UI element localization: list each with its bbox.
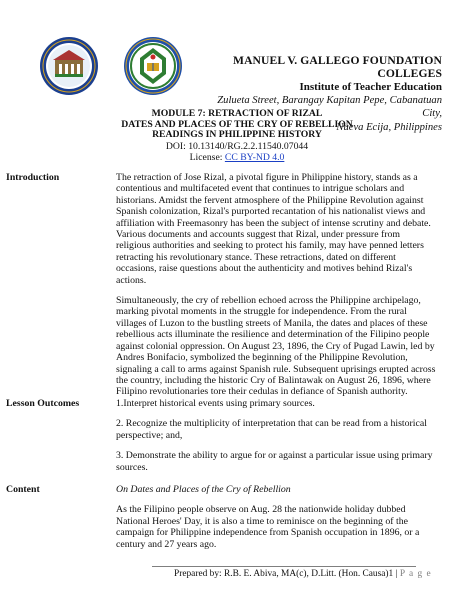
doi-text: DOI: 10.13140/RG.2.2.11540.07044 (165, 140, 309, 152)
header-logos (38, 36, 186, 96)
license-line (0, 152, 474, 163)
content-label: Content (6, 484, 40, 495)
course-title: READINGS IN PHILIPPINE HISTORY (152, 129, 322, 140)
address-line-1: Zulueta Street, Barangay Kapitan Pepe, Cabanatuan City, (217, 95, 442, 119)
prepared-by: Prepared by: R.B. E. Abiva, MA(c), D.Litt. (Hon. Causa) (174, 569, 389, 579)
introduction-paragraph-1: The retraction of Jose Rizal, a pivotal figure in Philippine history, stands as a contentious and multifaceted event that continues to intrigue scholars and historians. Amidst the fervent atmosphere of the Philippine Revolution against Spanish colonization, Rizal's purported recantation of his nationalist views and affiliation with Freemasonry has been the subject of intense scrutiny and debate. Various documents and accounts suggest that Rizal, under pressure from religious authorities and seeking to protect his family, may have penned letters retracting his revolutionary stance. These retractions, dated on different occasions, raise questions about the authenticity and motives behind Rizal's actions. (116, 172, 431, 286)
footer-text (174, 569, 432, 579)
page-number: 1 (388, 569, 394, 579)
lesson-outcomes-body (116, 398, 436, 482)
license-prefix: License: (189, 151, 225, 163)
module-title: MODULE 7: RETRACTION OF RIZAL (151, 108, 323, 119)
college-seal-logo (38, 36, 100, 96)
module-heading (0, 109, 474, 163)
content-body (116, 484, 436, 559)
content-subtitle: On Dates and Places of the Cry of Rebellion (116, 484, 291, 495)
address-line-2: Nueva Ecija, Philippines (336, 122, 442, 133)
institution-name: MANUEL V. GALLEGO FOUNDATION COLLEGES (233, 54, 442, 80)
institute-name: Institute of Teacher Education (299, 81, 442, 93)
outcome-item-3: 3. Demonstrate the ability to argue for or against a particular issue using primary sources. (116, 450, 433, 473)
introduction-body (116, 172, 436, 407)
lesson-outcomes-label: Lesson Outcomes (6, 398, 80, 409)
outcome-item-2: 2. Recognize the multiplicity of interpretation that can be read from a historical perspective; and, (116, 418, 427, 441)
outcome-item-1: 1.Interpret historical events using primary sources. (116, 398, 315, 409)
introduction-label: Introduction (6, 172, 60, 183)
license-link[interactable]: CC BY-ND 4.0 (224, 151, 285, 163)
footer-separator: | (393, 569, 400, 579)
institute-seal-logo (122, 36, 184, 96)
module-subtitle: DATES AND PLACES OF THE CRY OF REBELLION (121, 118, 353, 130)
page-word: P a g e (399, 569, 432, 579)
content-paragraph-1: As the Filipino people observe on Aug. 28 the nationwide holiday dubbed National Heroes' Day, it is also a time to reminisce on the beginning of the campaign for Philippine independence from Spanish occupation in 1896, or a century and 27 years ago. (116, 504, 420, 550)
footer-rule (152, 566, 416, 567)
introduction-paragraph-2: Simultaneously, the cry of rebellion echoed across the Philippine archipelago, marking pivotal moments in the struggle for independence. From the rural villages of Luzon to the bustling streets of Manila, the dates and places of these rebellious acts illuminate the resilience and determination of the Filipino people against colonial oppression. On August 23, 1896, the Cry of Pugad Lawin, led by Andres Bonifacio, symbolized the beginning of the Philippine Revolution, signaling a call to arms against Spanish rule. Subsequent uprisings erupted across the country, including the historic Cry of Balintawak on August 26, 1896, where Filipino revolutionaries tore their cedulas in defiance of Spanish authority. (116, 295, 436, 398)
